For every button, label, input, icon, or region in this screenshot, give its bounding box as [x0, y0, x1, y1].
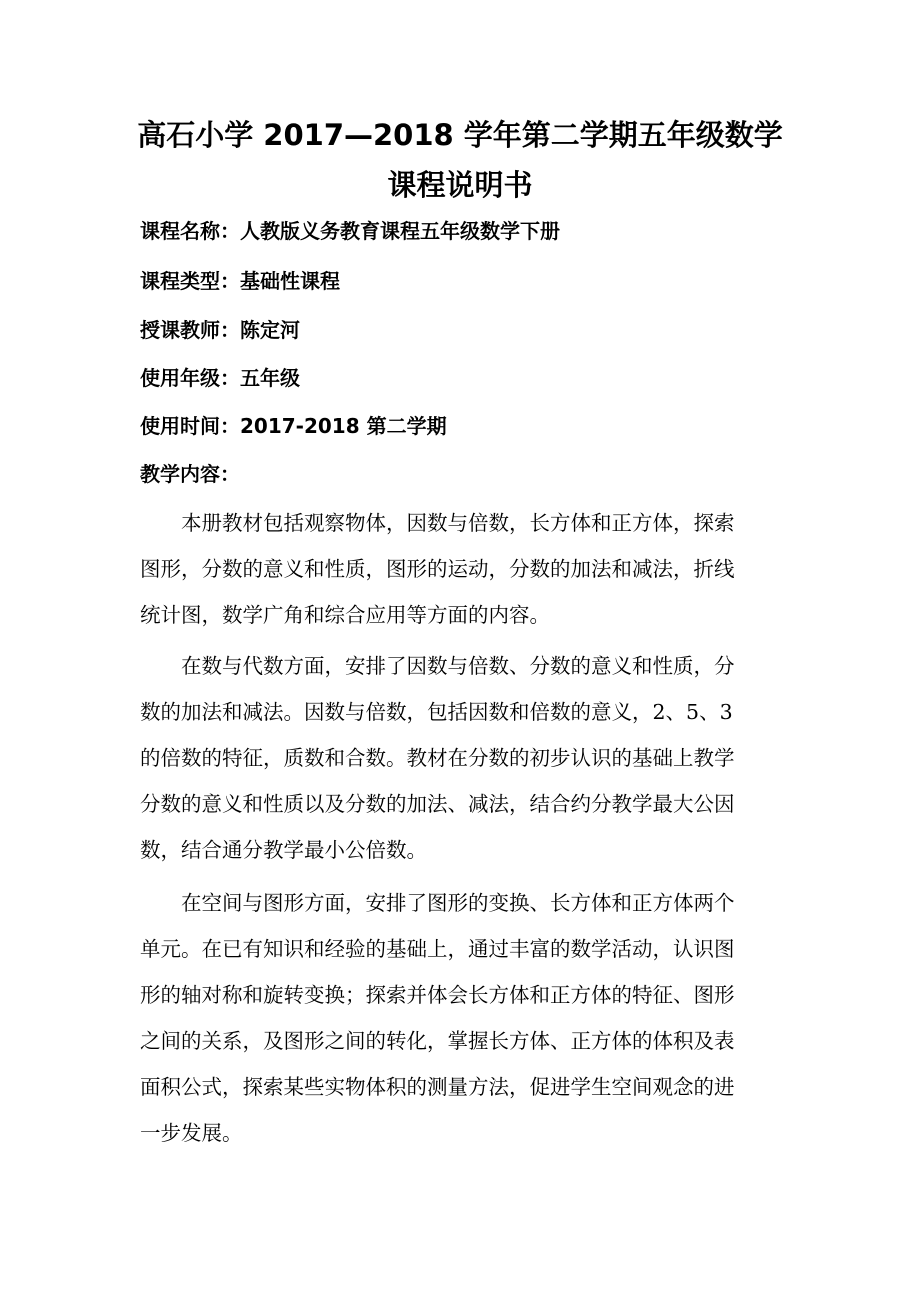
paragraph-line: 一步发展。 — [140, 1121, 243, 1145]
paragraph-line: 单元。在已有知识和经验的基础上，通过丰富的数学活动，认识图 — [140, 937, 735, 961]
field-value: 人教版义务教育课程五年级数学下册 — [240, 219, 560, 243]
field-course-name — [140, 216, 790, 246]
document-title-line-2: 课程说明书 — [387, 168, 533, 202]
paragraph-overview — [140, 500, 780, 638]
paragraph-line: 形的轴对称和旋转变换；探索并体会长方体和正方体的特征、图形 — [140, 983, 735, 1007]
paragraph-number-algebra — [140, 643, 780, 873]
field-label: 课程名称： — [140, 219, 240, 243]
paragraph-line: 在数与代数方面，安排了因数与倍数、分数的意义和性质，分 — [181, 654, 735, 678]
field-label: 使用时间： — [140, 414, 240, 438]
field-label: 课程类型： — [140, 269, 240, 293]
paragraph-line: 面积公式，探索某些实物体积的测量方法，促进学生空间观念的进 — [140, 1075, 735, 1099]
field-grade — [140, 363, 790, 393]
field-time — [140, 411, 790, 441]
paragraph-line: 本册教材包括观察物体，因数与倍数，长方体和正方体，探索 — [181, 511, 735, 535]
paragraph-line: 分数的意义和性质以及分数的加法、减法，结合约分教学最大公因 — [140, 792, 735, 816]
field-value: 五年级 — [240, 366, 300, 390]
paragraph-line: 统计图，数学广角和综合应用等方面的内容。 — [140, 603, 550, 627]
content-heading: 教学内容： — [140, 462, 240, 486]
field-teacher — [140, 315, 790, 345]
field-course-type — [140, 266, 790, 296]
paragraph-line: 数的加法和减法。因数与倍数，包括因数和倍数的意义，2、5、3 — [140, 700, 733, 724]
field-label: 使用年级： — [140, 366, 240, 390]
paragraph-line: 之间的关系，及图形之间的转化，掌握长方体、正方体的体积及表 — [140, 1029, 735, 1053]
field-value: 基础性课程 — [240, 269, 340, 293]
field-label: 授课教师： — [140, 318, 240, 342]
paragraph-space-geometry — [140, 880, 780, 1156]
paragraph-line: 图形，分数的意义和性质，图形的运动，分数的加法和减法，折线 — [140, 557, 735, 581]
paragraph-line: 数，结合通分教学最小公倍数。 — [140, 838, 427, 862]
paragraph-line: 的倍数的特征，质数和合数。教材在分数的初步认识的基础上教学 — [140, 746, 735, 770]
document-title-line-1: 高石小学 2017—2018 学年第二学期五年级数学 — [137, 118, 783, 152]
field-value: 2017-2018 第二学期 — [240, 414, 447, 438]
paragraph-line: 在空间与图形方面，安排了图形的变换、长方体和正方体两个 — [181, 891, 735, 915]
field-value: 陈定河 — [240, 318, 300, 342]
